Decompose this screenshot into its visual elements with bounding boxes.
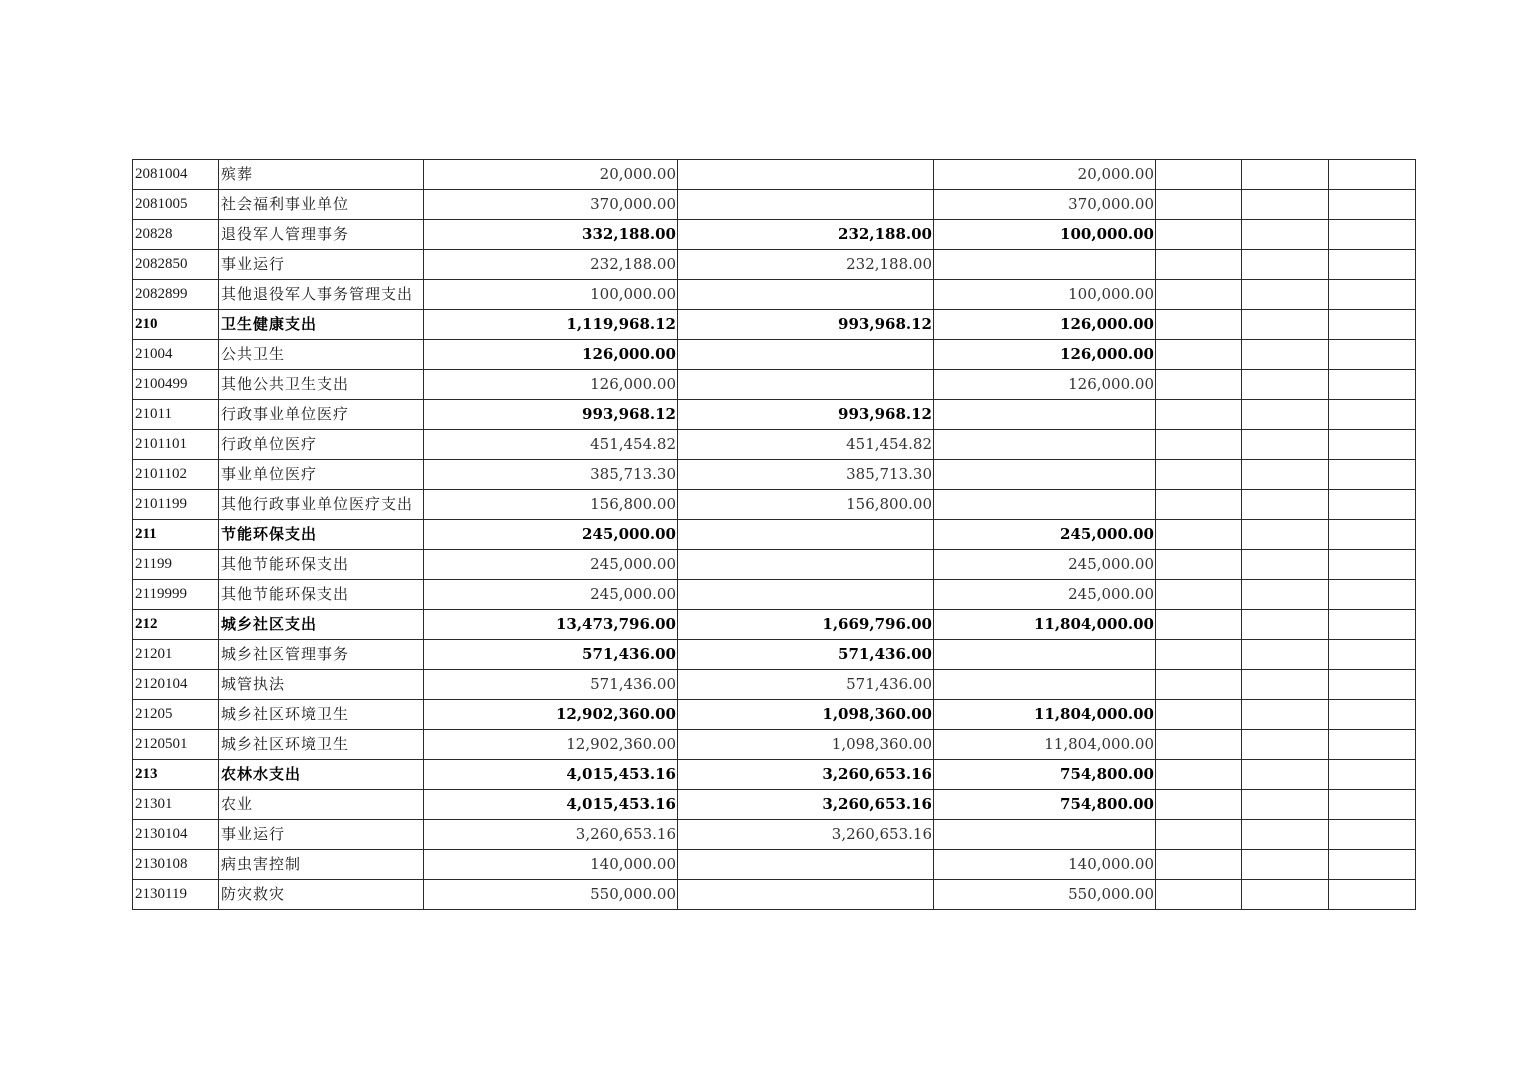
cell-subject-code: 2082850: [133, 250, 219, 280]
cell-subject-name: 农业: [219, 790, 424, 820]
cell-basic-expenditure: 571,436.00: [678, 670, 934, 700]
cell-empty: [1242, 610, 1329, 640]
cell-subject-code: 21301: [133, 790, 219, 820]
table-row: [133, 550, 1416, 580]
cell-project-expenditure: [934, 400, 1156, 430]
cell-basic-expenditure: 232,188.00: [678, 250, 934, 280]
cell-empty: [1329, 850, 1416, 880]
cell-empty: [1329, 670, 1416, 700]
cell-subject-code: 2130108: [133, 850, 219, 880]
cell-subject-code: 2130119: [133, 880, 219, 910]
table-row: [133, 190, 1416, 220]
cell-subject-code: 21011: [133, 400, 219, 430]
table-row: [133, 880, 1416, 910]
table-row: [133, 310, 1416, 340]
cell-empty: [1329, 700, 1416, 730]
cell-empty: [1156, 280, 1242, 310]
cell-project-expenditure: [934, 250, 1156, 280]
cell-empty: [1156, 880, 1242, 910]
cell-project-expenditure: [934, 670, 1156, 700]
cell-subject-code: 2081005: [133, 190, 219, 220]
cell-subject-code: 2120501: [133, 730, 219, 760]
cell-basic-expenditure: 3,260,653.16: [678, 790, 934, 820]
cell-project-expenditure: [934, 490, 1156, 520]
cell-subject-name: 行政单位医疗: [219, 430, 424, 460]
cell-basic-expenditure: 3,260,653.16: [678, 760, 934, 790]
cell-subject-code: 2101102: [133, 460, 219, 490]
cell-empty: [1242, 160, 1329, 190]
cell-subject-code: 211: [133, 520, 219, 550]
cell-project-expenditure: [934, 460, 1156, 490]
cell-subject-code: 2082899: [133, 280, 219, 310]
cell-empty: [1329, 190, 1416, 220]
cell-total: 12,902,360.00: [424, 730, 678, 760]
cell-subject-name: 节能环保支出: [219, 520, 424, 550]
cell-empty: [1242, 880, 1329, 910]
cell-basic-expenditure: 1,669,796.00: [678, 610, 934, 640]
cell-empty: [1156, 310, 1242, 340]
cell-project-expenditure: 11,804,000.00: [934, 730, 1156, 760]
cell-empty: [1156, 760, 1242, 790]
cell-empty: [1242, 640, 1329, 670]
cell-empty: [1242, 730, 1329, 760]
cell-total: 13,473,796.00: [424, 610, 678, 640]
cell-empty: [1242, 190, 1329, 220]
cell-empty: [1329, 820, 1416, 850]
cell-empty: [1242, 820, 1329, 850]
cell-empty: [1242, 430, 1329, 460]
cell-empty: [1329, 790, 1416, 820]
cell-subject-name: 其他行政事业单位医疗支出: [219, 490, 424, 520]
cell-basic-expenditure: 1,098,360.00: [678, 730, 934, 760]
cell-total: 126,000.00: [424, 340, 678, 370]
cell-subject-name: 城管执法: [219, 670, 424, 700]
table-row: [133, 670, 1416, 700]
cell-empty: [1156, 790, 1242, 820]
cell-empty: [1329, 430, 1416, 460]
table-row: [133, 640, 1416, 670]
cell-subject-name: 其他退役军人事务管理支出: [219, 280, 424, 310]
cell-subject-name: 殡葬: [219, 160, 424, 190]
cell-project-expenditure: 126,000.00: [934, 370, 1156, 400]
cell-empty: [1242, 790, 1329, 820]
cell-basic-expenditure: 993,968.12: [678, 400, 934, 430]
cell-empty: [1329, 520, 1416, 550]
cell-project-expenditure: 100,000.00: [934, 220, 1156, 250]
cell-subject-name: 病虫害控制: [219, 850, 424, 880]
cell-subject-name: 事业单位医疗: [219, 460, 424, 490]
cell-empty: [1156, 340, 1242, 370]
cell-empty: [1242, 400, 1329, 430]
table-row: [133, 400, 1416, 430]
cell-project-expenditure: 550,000.00: [934, 880, 1156, 910]
cell-empty: [1156, 580, 1242, 610]
cell-project-expenditure: 370,000.00: [934, 190, 1156, 220]
cell-empty: [1156, 190, 1242, 220]
cell-empty: [1156, 160, 1242, 190]
cell-subject-name: 其他节能环保支出: [219, 550, 424, 580]
cell-subject-name: 城乡社区环境卫生: [219, 730, 424, 760]
cell-basic-expenditure: [678, 340, 934, 370]
cell-subject-code: 210: [133, 310, 219, 340]
cell-subject-name: 公共卫生: [219, 340, 424, 370]
cell-empty: [1329, 880, 1416, 910]
cell-project-expenditure: [934, 820, 1156, 850]
cell-empty: [1156, 460, 1242, 490]
table-row: [133, 610, 1416, 640]
cell-empty: [1329, 580, 1416, 610]
cell-empty: [1329, 490, 1416, 520]
cell-subject-code: 21201: [133, 640, 219, 670]
cell-basic-expenditure: [678, 850, 934, 880]
cell-basic-expenditure: 571,436.00: [678, 640, 934, 670]
cell-empty: [1242, 670, 1329, 700]
cell-subject-name: 行政事业单位医疗: [219, 400, 424, 430]
cell-empty: [1156, 730, 1242, 760]
cell-empty: [1329, 370, 1416, 400]
cell-empty: [1329, 250, 1416, 280]
cell-subject-name: 城乡社区管理事务: [219, 640, 424, 670]
cell-empty: [1242, 220, 1329, 250]
cell-empty: [1242, 520, 1329, 550]
cell-empty: [1156, 700, 1242, 730]
cell-empty: [1329, 460, 1416, 490]
table-row: [133, 520, 1416, 550]
cell-project-expenditure: 140,000.00: [934, 850, 1156, 880]
cell-empty: [1156, 400, 1242, 430]
cell-subject-code: 2101101: [133, 430, 219, 460]
cell-empty: [1156, 610, 1242, 640]
cell-basic-expenditure: [678, 280, 934, 310]
cell-subject-name: 社会福利事业单位: [219, 190, 424, 220]
table-row: [133, 460, 1416, 490]
cell-total: 571,436.00: [424, 640, 678, 670]
cell-empty: [1329, 400, 1416, 430]
cell-project-expenditure: 20,000.00: [934, 160, 1156, 190]
cell-empty: [1242, 760, 1329, 790]
cell-total: 3,260,653.16: [424, 820, 678, 850]
cell-basic-expenditure: [678, 550, 934, 580]
table-row: [133, 700, 1416, 730]
table-row: [133, 730, 1416, 760]
cell-basic-expenditure: 156,800.00: [678, 490, 934, 520]
cell-empty: [1242, 700, 1329, 730]
cell-basic-expenditure: [678, 370, 934, 400]
cell-basic-expenditure: [678, 190, 934, 220]
cell-project-expenditure: 100,000.00: [934, 280, 1156, 310]
cell-empty: [1242, 550, 1329, 580]
budget-table: [132, 159, 1416, 910]
cell-basic-expenditure: 3,260,653.16: [678, 820, 934, 850]
cell-total: 245,000.00: [424, 580, 678, 610]
cell-project-expenditure: 245,000.00: [934, 550, 1156, 580]
cell-basic-expenditure: 232,188.00: [678, 220, 934, 250]
cell-total: 245,000.00: [424, 550, 678, 580]
cell-subject-name: 退役军人管理事务: [219, 220, 424, 250]
cell-project-expenditure: 754,800.00: [934, 790, 1156, 820]
cell-total: 126,000.00: [424, 370, 678, 400]
table-row: [133, 250, 1416, 280]
cell-empty: [1156, 640, 1242, 670]
cell-total: 100,000.00: [424, 280, 678, 310]
cell-project-expenditure: 11,804,000.00: [934, 700, 1156, 730]
cell-subject-name: 其他公共卫生支出: [219, 370, 424, 400]
cell-empty: [1242, 280, 1329, 310]
cell-subject-code: 2101199: [133, 490, 219, 520]
cell-subject-code: 213: [133, 760, 219, 790]
table-row: [133, 160, 1416, 190]
table-body: [133, 160, 1416, 910]
cell-subject-name: 卫生健康支出: [219, 310, 424, 340]
cell-empty: [1242, 340, 1329, 370]
cell-project-expenditure: 754,800.00: [934, 760, 1156, 790]
cell-project-expenditure: [934, 430, 1156, 460]
table-row: [133, 370, 1416, 400]
cell-empty: [1156, 550, 1242, 580]
table-row: [133, 820, 1416, 850]
cell-subject-name: 防灾救灾: [219, 880, 424, 910]
cell-empty: [1329, 550, 1416, 580]
cell-empty: [1242, 370, 1329, 400]
cell-project-expenditure: 11,804,000.00: [934, 610, 1156, 640]
table-row: [133, 220, 1416, 250]
cell-empty: [1329, 640, 1416, 670]
cell-project-expenditure: 126,000.00: [934, 310, 1156, 340]
cell-subject-code: 212: [133, 610, 219, 640]
cell-total: 4,015,453.16: [424, 790, 678, 820]
cell-total: 12,902,360.00: [424, 700, 678, 730]
cell-subject-name: 事业运行: [219, 820, 424, 850]
table-row: [133, 430, 1416, 460]
cell-basic-expenditure: [678, 580, 934, 610]
cell-empty: [1242, 580, 1329, 610]
cell-empty: [1329, 160, 1416, 190]
cell-empty: [1329, 340, 1416, 370]
cell-basic-expenditure: 993,968.12: [678, 310, 934, 340]
cell-empty: [1156, 670, 1242, 700]
cell-subject-name: 事业运行: [219, 250, 424, 280]
cell-subject-name: 其他节能环保支出: [219, 580, 424, 610]
cell-total: 993,968.12: [424, 400, 678, 430]
cell-subject-name: 农林水支出: [219, 760, 424, 790]
cell-total: 140,000.00: [424, 850, 678, 880]
cell-empty: [1329, 730, 1416, 760]
cell-total: 451,454.82: [424, 430, 678, 460]
cell-total: 550,000.00: [424, 880, 678, 910]
cell-empty: [1242, 490, 1329, 520]
cell-empty: [1242, 460, 1329, 490]
cell-total: 4,015,453.16: [424, 760, 678, 790]
table-row: [133, 760, 1416, 790]
cell-subject-code: 2119999: [133, 580, 219, 610]
table-row: [133, 850, 1416, 880]
cell-total: 156,800.00: [424, 490, 678, 520]
cell-basic-expenditure: [678, 520, 934, 550]
cell-empty: [1156, 520, 1242, 550]
cell-subject-code: 2100499: [133, 370, 219, 400]
cell-empty: [1156, 220, 1242, 250]
cell-subject-name: 城乡社区环境卫生: [219, 700, 424, 730]
cell-empty: [1329, 280, 1416, 310]
cell-basic-expenditure: [678, 880, 934, 910]
table-row: [133, 790, 1416, 820]
cell-subject-code: 21199: [133, 550, 219, 580]
cell-total: 1,119,968.12: [424, 310, 678, 340]
cell-basic-expenditure: 385,713.30: [678, 460, 934, 490]
cell-basic-expenditure: 1,098,360.00: [678, 700, 934, 730]
cell-empty: [1156, 370, 1242, 400]
cell-basic-expenditure: [678, 160, 934, 190]
cell-empty: [1329, 760, 1416, 790]
cell-subject-code: 21205: [133, 700, 219, 730]
cell-empty: [1329, 310, 1416, 340]
cell-empty: [1156, 250, 1242, 280]
cell-empty: [1242, 250, 1329, 280]
cell-empty: [1329, 610, 1416, 640]
cell-empty: [1329, 220, 1416, 250]
cell-empty: [1156, 850, 1242, 880]
cell-subject-code: 2120104: [133, 670, 219, 700]
budget-sheet: [132, 159, 1415, 910]
cell-empty: [1156, 490, 1242, 520]
cell-total: 370,000.00: [424, 190, 678, 220]
cell-basic-expenditure: 451,454.82: [678, 430, 934, 460]
cell-empty: [1242, 310, 1329, 340]
cell-project-expenditure: 245,000.00: [934, 580, 1156, 610]
cell-empty: [1156, 820, 1242, 850]
cell-total: 245,000.00: [424, 520, 678, 550]
cell-project-expenditure: 245,000.00: [934, 520, 1156, 550]
cell-empty: [1156, 430, 1242, 460]
cell-subject-code: 2081004: [133, 160, 219, 190]
cell-subject-code: 2130104: [133, 820, 219, 850]
cell-subject-code: 20828: [133, 220, 219, 250]
cell-subject-name: 城乡社区支出: [219, 610, 424, 640]
cell-total: 385,713.30: [424, 460, 678, 490]
table-row: [133, 490, 1416, 520]
cell-subject-code: 21004: [133, 340, 219, 370]
cell-total: 232,188.00: [424, 250, 678, 280]
cell-project-expenditure: [934, 640, 1156, 670]
cell-empty: [1242, 850, 1329, 880]
table-row: [133, 340, 1416, 370]
table-row: [133, 280, 1416, 310]
cell-total: 20,000.00: [424, 160, 678, 190]
cell-total: 571,436.00: [424, 670, 678, 700]
table-row: [133, 580, 1416, 610]
cell-total: 332,188.00: [424, 220, 678, 250]
cell-project-expenditure: 126,000.00: [934, 340, 1156, 370]
